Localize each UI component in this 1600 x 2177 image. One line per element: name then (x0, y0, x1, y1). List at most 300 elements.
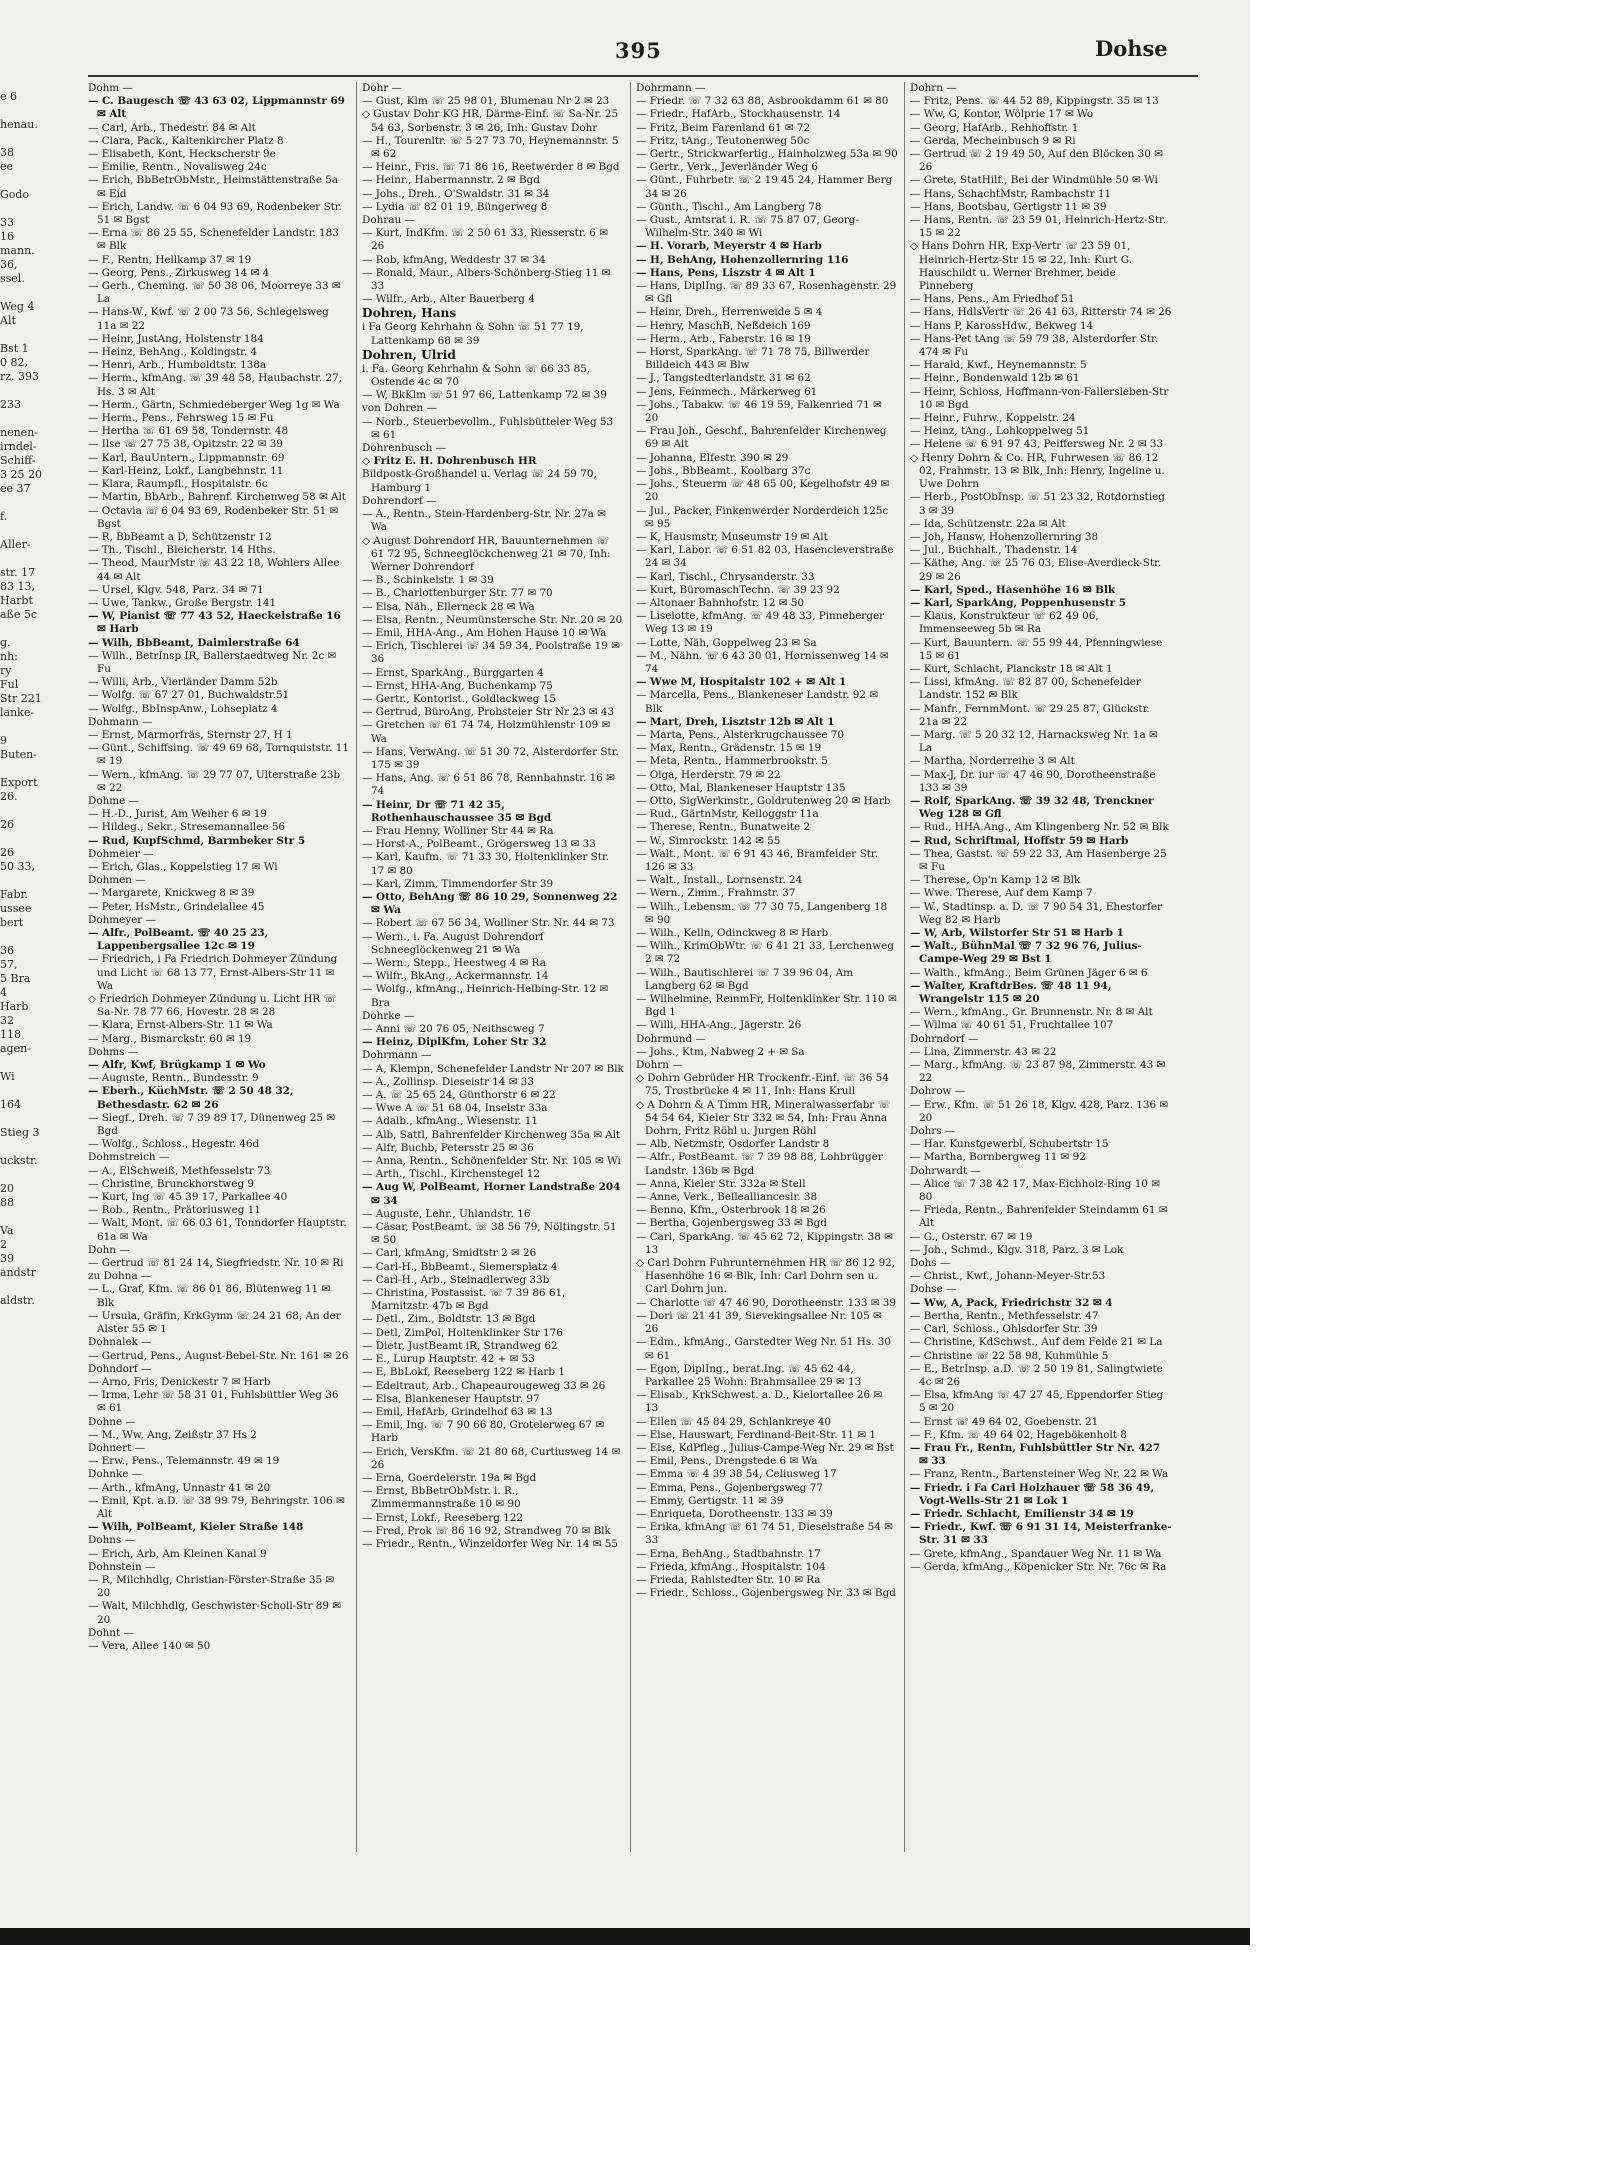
edge-fragment (0, 552, 50, 566)
directory-entry: — Walth., kfmAng., Beim Grünen Jäger 6 ✉ 6 (910, 966, 1148, 979)
directory-entry: — Hans, Pens, Liszstr 4 ✉ Alt 1 (636, 266, 816, 279)
directory-entry: — Lissi, kfmAng. ☏ 82 87 00, Schenefelder Landstr. 152 ✉ Blk (910, 676, 1141, 702)
column-divider (904, 82, 905, 1852)
directory-entry: — H, BehAng, Hohenzollernring 116 (636, 253, 849, 266)
directory-entry: — Günt., Fuhrbetr. ☏ 2 19 45 24, Hammer Berg 34 ✉ 26 (636, 174, 893, 200)
directory-entry: — Heinz, tAng., Lohkoppelweg 51 (910, 425, 1090, 438)
directory-entry: — Christine, Brunckhorstweg 9 (88, 1177, 255, 1190)
directory-entry: — Carl, Arb., Thedestr. 84 ✉ Alt (88, 121, 256, 134)
directory-entry: — Walt., BühnMal ☏ 7 32 96 76, Julius-Campe-Weg 29 ✉ Bst 1 (910, 940, 1142, 966)
directory-entry: — Edeltraut, Arb., Chapeaurougeweg 33 ✉ 26 (362, 1379, 606, 1392)
directory-entry: — Frieda, kfmAng., Hospitalstr. 104 (636, 1560, 826, 1573)
directory-entry: — Friedr., Kwf. ☏ 6 91 31 14, Meisterfranke-Str. 31 ✉ 33 (910, 1521, 1172, 1547)
edge-fragment: Bst 1 (0, 342, 29, 355)
directory-entry: ◇ Friedrich Dohmeyer Zündung u. Licht HR ☏ Sa-Nr. 78 77 66, Hovestr. 28 ✉ 28 (88, 993, 337, 1019)
directory-entry: — Georg, Pens., Zirkusweg 14 ✉ 4 (88, 266, 270, 279)
directory-entry: — Erich, VersKfm. ☏ 21 80 68, Curtiusweg 14 ✉ 26 (362, 1445, 621, 1471)
directory-entry: Dohnalek — (88, 1336, 152, 1349)
directory-entry: — Grete, kfmAng., Spandauer Weg Nr. 11 ✉ Wa (910, 1547, 1162, 1560)
directory-entry: — Gertrud, BüroAng, Probsteier Str Nr 23 ✉ 43 (362, 706, 615, 719)
directory-entry: Dohn — (88, 1243, 130, 1256)
directory-entry: — Alfr., PolBeamt. ☏ 40 25 23, Lappenbergsallee 12c ✉ 19 (88, 927, 269, 953)
edge-fragment (0, 1280, 50, 1294)
directory-entry: — E, BbLokf, Reeseberg 122 ✉ Harb 1 (362, 1366, 565, 1379)
directory-entry: — Wilh., Bautischlerei ☏ 7 39 96 04, Am Langberg 62 ✉ Bgd (636, 966, 853, 992)
directory-entry: — Kurt, Ing ☏ 45 39 17, Parkallee 40 (88, 1191, 288, 1204)
edge-fragment (0, 412, 50, 426)
directory-entry: — K, Hausmstr, Museumstr 19 ✉ Alt (636, 530, 828, 543)
directory-entry: — Hildeg., Sekr., Stresemannallee 56 (88, 821, 286, 834)
directory-entry: Dohr — (362, 82, 402, 94)
directory-entry: — Elsa, kfmAng ☏ 47 27 45, Eppendorfer Stieg 5 ✉ 20 (910, 1389, 1164, 1415)
directory-entry: — Wolfg., kfmAng., Heinrich-Helbing-Str. 12 ✉ Bra (362, 983, 609, 1009)
directory-entry: — Harald, Kwf., Heynemannstr. 5 (910, 359, 1087, 372)
directory-entry: — Carl, Schloss., Ohlsdorfer Str. 39 (910, 1323, 1098, 1336)
directory-entry: — Siegf., Dreh. ☏ 7 39 89 17, Dünenweg 25 ✉ Bgd (88, 1111, 335, 1138)
directory-entry: — Vera, Allee 140 ✉ 50 (88, 1639, 211, 1652)
edge-fragment: bert (0, 916, 24, 929)
directory-entry: — Gertr., Verk., Jeverländer Weg 6 (636, 161, 819, 174)
directory-entry: — Wilhelmine, ReinmFr, Holtenklinker Str. 110 ✉ Bgd 1 (636, 993, 897, 1019)
directory-entry: — Bertha, Gojenbergsweg 33 ✉ Bgd (636, 1217, 827, 1230)
directory-entry: — Wern., Stepp., Heestweg 4 ✉ Ra (362, 957, 546, 969)
edge-fragment: ry (0, 664, 12, 677)
previous-page-edge (0, 90, 50, 1780)
directory-entry: — Altonaer Bahnhofstr. 12 ✉ 50 (636, 596, 804, 609)
directory-entry: — M., Ww, Ang, Zeißstr 37 Hs 2 (88, 1428, 257, 1441)
edge-fragment: Stieg 3 (0, 1126, 40, 1139)
directory-entry: — Detl., Zim., Boldtstr. 13 ✉ Bgd (362, 1313, 536, 1326)
edge-fragment (0, 132, 50, 146)
edge-fragment: 57, (0, 958, 18, 971)
directory-entry: — Hans-W., Kwf. ☏ 2 00 73 56, Schlegelsweg 11a ✉ 22 (88, 306, 329, 332)
directory-entry: — Ronald, Maur., Albers-Schönberg-Stieg 11 ✉ 33 (362, 266, 611, 293)
directory-entry: — Frau Joh., Geschf., Bahrenfelder Kirchenweg 69 ✉ Alt (636, 425, 887, 451)
directory-entry: — Johs., BbBeamt., Koolbarg 37c (636, 464, 811, 477)
directory-entry: Dohrendorf — (362, 494, 437, 507)
edge-fragment: ussee (0, 902, 32, 915)
edge-fragment: 4 (0, 986, 7, 999)
directory-entry: — Friedr. i Fa Carl Holzhauer ☏ 58 36 49, Vogt-Wells-Str 21 ✉ Lok 1 (910, 1481, 1155, 1507)
directory-entry: — H.-D., Jurist, Am Weiher 6 ✉ 19 (88, 808, 267, 821)
directory-entry: — Gertrud ☏ 2 19 49 50, Auf den Blöcken 30 ✉ 26 (910, 148, 1163, 174)
directory-entry: — Anne, Verk., Belleallianceslr. 38 (636, 1191, 818, 1204)
directory-entry: — Fritz, tAng., Teutonenweg 50c (636, 134, 810, 147)
directory-entry: — Elsa, Blankeneser Hauptstr. 97 (362, 1392, 540, 1405)
edge-fragment (0, 174, 50, 188)
directory-entry: — Otto, BehAng ☏ 86 10 29, Sonnenweg 22 ✉ Wa (362, 890, 618, 917)
directory-entry: — F., Rentn, Hellkamp 37 ✉ 19 (88, 253, 252, 266)
directory-entry: — Christine, KdSchwst., Auf dem Felde 21 ✉ La (910, 1336, 1163, 1349)
directory-entry: — Otto, SigWerkmstr., Goldrutenweg 20 ✉ Harb (636, 794, 891, 807)
directory-entry: Dohnstein — (88, 1560, 156, 1573)
directory-entry: — Klaus, Konstrukteur ☏ 62 49 06, Immenseeweg 5b ✉ Ra (910, 610, 1099, 636)
edge-fragment (0, 762, 50, 776)
directory-entry: — Ernst, Marmorfräs, Sternstr 27, H 1 (88, 728, 293, 741)
directory-entry: — Aug W, PolBeamt, Horner Landstraße 204 ✉ 34 (362, 1181, 621, 1207)
edge-fragment: irndel- (0, 440, 37, 453)
directory-entry: Dohnke — (88, 1468, 143, 1481)
directory-entry: — Ursel, Klgv. 548, Parz. 34 ✉ 71 (88, 583, 264, 596)
directory-entry: — Erika, kfmAng ☏ 61 74 51, Dieselstraße 54 ✉ 33 (636, 1521, 893, 1547)
directory-entry: — F., Kfm. ☏ 49 64 02, Hagebökenholt 8 (910, 1428, 1127, 1441)
directory-entry: — Arth., kfmAng, Unnastr 41 ✉ 20 (88, 1481, 271, 1494)
directory-entry: — Willi, HHA-Ang., Jägerstr. 26 (636, 1019, 802, 1032)
directory-entry: — Max, Rentn., Grädenstr. 15 ✉ 19 (636, 742, 822, 755)
directory-entry: — Gertrud ☏ 81 24 14, Siegfriedstr. Nr. 10 ✉ Ri (88, 1257, 344, 1270)
directory-entry: — Otto, Mal, Blankeneser Hauptstr 135 (636, 781, 846, 794)
edge-fragment: Aller- (0, 538, 31, 551)
directory-entry: — Olga, Herderstr. 79 ✉ 22 (636, 768, 781, 781)
edge-fragment: 26 (0, 818, 14, 831)
directory-entry: — Karl-Heinz, Lokf., Langbehnstr. 11 (88, 464, 284, 477)
directory-entry: — Ilse ☏ 27 75 38, Opitzstr. 22 ✉ 39 (88, 438, 283, 451)
directory-entry: — Alfr, Kwf, Brügkamp 1 ✉ Wo (88, 1059, 266, 1072)
directory-entry: — Else, Hauswart, Ferdinand-Beit-Str. 11 ✉ 1 (636, 1428, 876, 1441)
column-3 (636, 82, 898, 1922)
directory-entry: — Marta, Pens., Alsterkrugchaussee 70 (636, 728, 845, 741)
directory-entry: — H., Tourenltr. ☏ 5 27 73 70, Heynemannstr. 5 ✉ 62 (362, 134, 619, 161)
directory-entry: — Emil, HafArb, Grindelhof 63 ✉ 13 (362, 1405, 553, 1418)
directory-entry: — Alice ☏ 7 38 42 17, Max-Eichholz-Ring 10 ✉ 80 (910, 1177, 1160, 1204)
directory-entry: Dohndorf — (88, 1362, 152, 1375)
directory-entry: — Edm., kfmAng., Garstedter Weg Nr. 51 Hs. 30 ✉ 61 (636, 1336, 892, 1362)
directory-entry: — Wilfr., Arb., Alter Bauerberg 4 (362, 293, 535, 306)
directory-entry: — Wilh., BetrInsp IR, Ballerstaedtweg Nr. 2c ✉ Fu (88, 649, 337, 675)
edge-fragment: lanke- (0, 706, 35, 719)
directory-entry: — Elsa, Näh., Ellerneck 28 ✉ Wa (362, 600, 535, 613)
directory-entry: Dohmen — (88, 874, 146, 887)
directory-entry: — Christine ☏ 22 58 98, Kuhmühle 5 (910, 1349, 1109, 1362)
directory-entry: — Hans, SchachtMstr, Rambachstr 11 (910, 187, 1112, 200)
directory-entry: — C. Baugesch ☏ 43 63 02, Lippmannstr 69 ✉ Alt (88, 95, 345, 121)
directory-entry: — J., Tangstedterlandstr. 31 ✉ 62 (636, 372, 811, 385)
directory-entry: — Frau Henny, Wolliner Str 44 ✉ Ra (362, 824, 554, 837)
directory-entry: — Kurt, Bauuntern. ☏ 55 99 44, Pfenningwiese 15 ✉ 61 (910, 636, 1163, 662)
edge-fragment: g. (0, 636, 11, 649)
directory-entry: Bildpostk-Großhandel u. Verlag ☏ 24 59 70, Hamburg 1 (362, 468, 597, 494)
directory-entry: — Marcella, Pens., Blankeneser Landstr. 92 ✉ Blk (636, 689, 879, 715)
directory-entry: — Lotte, Näh, Goppelweg 23 ✉ Sa (636, 636, 817, 649)
edge-fragment: 33 (0, 216, 14, 229)
header-rule (88, 75, 1198, 77)
directory-entry: — Wilh, BbBeamt, Daimlerstraße 64 (88, 636, 300, 649)
directory-entry: i. Fa. Georg Kehrhahn & Sohn ☏ 66 33 85, Ostende 4c ✉ 70 (362, 362, 591, 389)
directory-entry: — W., Stadtinsp. a. D. ☏ 7 90 54 31, Ehestorfer Weg 82 ✉ Harb (910, 900, 1162, 926)
directory-entry: — Herm., Gärtn, Schmiedeberger Weg 1g ✉ Wa (88, 398, 340, 411)
edge-fragment: uckstr. (0, 1154, 38, 1167)
directory-entry: — Walt, Mont. ☏ 66 03 61, Tonndorfer Hauptstr. 61a ✉ Wa (88, 1217, 347, 1243)
edge-fragment: str. 17 (0, 566, 36, 579)
directory-entry: — Egon, DiplIng., berat.Ing. ☏ 45 62 44, Parkallee 25 Wohn: Brahmsallee 29 ✉ 13 (636, 1362, 862, 1388)
edge-fragment: 164 (0, 1098, 21, 1111)
directory-entry: — Octavia ☏ 6 04 93 69, Rodenbeker Str. 51 ✉ Bgst (88, 504, 339, 530)
edge-fragment: aldstr. (0, 1294, 35, 1307)
directory-entry: — Ernst ☏ 49 64 02, Goebenstr. 21 (910, 1415, 1099, 1428)
directory-entry: — Alfr., PostBeamt. ☏ 7 39 98 88, Lohbrügger Landstr. 136b ✉ Bgd (636, 1151, 883, 1177)
directory-entry: — Ellen ☏ 45 84 29, Schlankreye 40 (636, 1415, 832, 1428)
directory-entry: — Fritz, Beim Farenland 61 ✉ 72 (636, 121, 811, 134)
edge-fragment (0, 832, 50, 846)
directory-entry: — Gertr., Kontorist., Goldlackweg 15 (362, 692, 556, 705)
directory-entry: — Heinr, Dreh., Herrenweide 5 ✉ 4 (636, 306, 823, 319)
directory-entry: — Emil, Pens., Drengstede 6 ✉ Wa (636, 1455, 818, 1468)
directory-entry: Dohmann — (88, 715, 153, 728)
directory-entry: Dohns — (88, 1534, 135, 1547)
column-divider (356, 82, 357, 1852)
directory-entry: — Gerda, Mecheinbusch 9 ✉ Ri (910, 134, 1076, 147)
edge-fragment: 9 (0, 734, 7, 747)
directory-entry: — Rob, kfmAng, Weddestr 37 ✉ 34 (362, 253, 546, 266)
directory-entry: — Eberh., KüchMstr. ☏ 2 50 48 32, Bethesdastr. 62 ✉ 26 (88, 1085, 294, 1111)
directory-entry: — Kurt, Schlacht, Planckstr 18 ✉ Alt 1 (910, 662, 1113, 675)
edge-fragment: ee (0, 160, 14, 173)
directory-entry: — Else, KdPfleg., Julius-Campe-Weg Nr. 29 ✉ Bst (636, 1441, 894, 1454)
edge-fragment: 0 82, (0, 356, 28, 369)
directory-entry: — Walt, Milchhdlg, Geschwister-Scholl-Str 89 ✉ 20 (88, 1600, 341, 1626)
directory-entry: — Walt., Install., Lornsenstr. 24 (636, 874, 803, 887)
edge-fragment: rz. 393 (0, 370, 40, 383)
directory-entry: — Klara, Ernst-Albers-Str. 11 ✉ Wa (88, 1019, 273, 1032)
directory-entry: — Fritz, Pens. ☏ 44 52 89, Kippingstr. 35 ✉ 13 (910, 95, 1159, 108)
edge-fragment: 38 (0, 146, 14, 159)
directory-entry: — Wilh., Lebensm. ☏ 77 30 75, Langenberg 18 ✉ 90 (636, 900, 888, 926)
directory-entry: — R, BbBeamt a D, Schützenstr 12 (88, 530, 272, 543)
edge-fragment: Fabr. (0, 888, 29, 901)
directory-entry: — A., ElSchweiß, Methfesselstr 73 (88, 1164, 271, 1177)
directory-entry: — Erich, Landw. ☏ 6 04 93 69, Rodenbeker Str. 51 ✉ Bgst (88, 200, 342, 227)
directory-entry: — Erna, BehAng., Stadtbahnstr. 17 (636, 1547, 821, 1560)
directory-entry: — Anni ☏ 20 76 05, Neithscweg 7 (362, 1023, 545, 1036)
directory-entry: — Friedr., Schloss., Gojenbergsweg Nr. 33 ✉ Bgd (636, 1587, 896, 1600)
directory-entry: — Rud, KupfSchmd, Barmbeker Str 5 (88, 834, 306, 847)
directory-entry: von Dohren — (362, 402, 437, 415)
directory-entry: — Marg., Bismarckstr. 60 ✉ 19 (88, 1032, 252, 1045)
directory-entry: Dohne — (88, 1415, 136, 1428)
directory-entry: — Johanna, Elfestr. 390 ✉ 29 (636, 451, 789, 464)
directory-entry: — Henri, Arb., Humboldtstr. 138a (88, 359, 267, 372)
directory-entry: ◇ Henry Dohrn & Co. HR, Fuhrwesen ☏ 86 12 02, Frahmstr. 13 ✉ Blk, Inh: Henry, Ingeline u. Uwe Dohrn (910, 451, 1165, 491)
directory-entry: — Heinr., Bondenwald 12b ✉ 61 (910, 372, 1080, 385)
edge-fragment: Harbt (0, 594, 33, 607)
directory-entry: Dohrke — (362, 1009, 415, 1022)
directory-entry: — Anna, Rentn., Schönenfelder Str. Nr. 105 ✉ Wi (362, 1155, 621, 1168)
directory-entry: — Carl-H., BbBeamt., Siemersplatz 4 (362, 1260, 558, 1273)
edge-fragment (0, 930, 50, 944)
directory-entry: — Johs., Dreh., O'Swaldstr. 31 ✉ 34 (362, 187, 550, 200)
edge-fragment: aße 5c (0, 608, 38, 621)
directory-entry: — Ww, A, Pack, Friedrichstr 32 ✉ 4 (910, 1296, 1113, 1309)
directory-entry: — Therese, Rentn., Bunatweite 2 (636, 821, 811, 834)
edge-fragment: Weg 4 (0, 300, 35, 313)
edge-fragment: Buten- (0, 748, 37, 761)
directory-entry: — H. Vorarb, Meyerstr 4 ✉ Harb (636, 240, 822, 253)
directory-entry: — Clara, Pack., Kaltenkircher Platz 8 (88, 134, 284, 147)
edge-fragment: Wi (0, 1070, 15, 1083)
edge-fragment: agen- (0, 1042, 31, 1055)
directory-entry: — Heinr, JustAng, Holstenstr 184 (88, 332, 264, 345)
directory-entry: Dohrmund — (636, 1032, 706, 1045)
directory-entry: — W, Pianist ☏ 77 43 52, Haeckelstraße 16 ✉ Harb (88, 610, 341, 636)
directory-entry: — Alfr, Buchb, Petersstr 25 ✉ 36 (362, 1141, 534, 1154)
column-4 (910, 82, 1172, 1922)
directory-entry: — Erw., Pens., Telemannstr. 49 ✉ 19 (88, 1455, 280, 1468)
edge-fragment: ssel. (0, 272, 25, 285)
directory-entry: — Uwe, Tankw., Große Bergstr. 141 (88, 596, 277, 609)
edge-fragment (0, 104, 50, 118)
edge-fragment: 3 25 20 (0, 468, 42, 481)
column-2 (362, 82, 624, 1922)
edge-fragment (0, 804, 50, 818)
column-1 (88, 82, 350, 1922)
directory-entry: — Joh, Hausw, Hohenzollernring 38 (910, 530, 1099, 543)
directory-entry: — Emma, Pens., Gojenbergsweg 77 (636, 1481, 823, 1494)
directory-entry: — Arno, Fris, Denickestr 7 ✉ Harb (88, 1375, 271, 1388)
directory-entry: — Karl, Labor. ☏ 6 51 82 03, Hasencleverstraße 24 ✉ 34 (636, 544, 894, 570)
directory-entry: — Herm., Arb., Faberstr. 16 ✉ 19 (636, 332, 811, 345)
directory-entry: — Erich, Tischlerei ☏ 34 59 34, Poolstraße 19 ✉ 36 (362, 640, 620, 666)
directory-entry: — Mart, Dreh, Lisztstr 12b ✉ Alt 1 (636, 715, 835, 728)
edge-fragment (0, 524, 50, 538)
directory-entry: — Ernst, BbBetrObMstr. i. R., Zimmermannstraße 10 ✉ 90 (362, 1485, 521, 1511)
directory-entry: — Gust., Amtsrat i. R. ☏ 75 87 07, Georg-Wilhelm-Str. 340 ✉ Wi (636, 214, 859, 240)
directory-entry: — Karl, SparkAng, Poppenhusenstr 5 (910, 596, 1126, 609)
directory-entry: — L., Graf, Kfm. ☏ 86 01 86, Blütenweg 11 ✉ Blk (88, 1283, 331, 1309)
directory-entry: — A., Rentn., Stein-Hardenberg-Str. Nr. 27a ✉ Wa (362, 508, 606, 534)
directory-entry: — Christ., Kwf., Johann-Meyer-Str.53 (910, 1270, 1106, 1283)
directory-entry: — Emil, HHA-Ang., Am Hohen Hause 10 ✉ Wa (362, 626, 607, 639)
directory-entry: Dohrndorf — (910, 1032, 979, 1045)
edge-fragment: Alt (0, 314, 16, 327)
directory-entry: — Emma ☏ 4 39 38 54, Celiusweg 17 (636, 1468, 837, 1481)
directory-entry: Dohrn — (910, 82, 957, 94)
edge-fragment: andstr (0, 1266, 37, 1279)
edge-fragment (0, 1112, 50, 1126)
directory-entry: — Hertha ☏ 61 69 58, Tondernstr. 48 (88, 425, 289, 438)
edge-fragment: Str 221 (0, 692, 42, 705)
directory-entry: — Heinz, DiplKfm, Loher Str 32 (362, 1036, 547, 1049)
directory-entry: — Wern., kfmAng., Gr. Brunnenstr. Nr. 8 ✉ Alt (910, 1006, 1153, 1019)
directory-entry: — Hans, VerwAng. ☏ 51 30 72, Alsterdorfer Str. 175 ✉ 39 (362, 745, 619, 771)
directory-entry: — Hans, Ang. ☏ 6 51 86 78, Rennbahnstr. 16 ✉ 74 (362, 772, 615, 798)
directory-entry: — Wilma ☏ 40 61 51, Fruchtallee 107 (910, 1019, 1114, 1032)
directory-entry: — Wern., Zimm., Frahmstr. 37 (636, 887, 796, 900)
directory-entry: — Alb, Netzmstr, Osdorfer Landstr 8 (636, 1138, 830, 1151)
directory-entry: — Friedr. Schlacht, Emilienstr 34 ✉ 19 (910, 1507, 1134, 1520)
edge-fragment: 5 Bra (0, 972, 31, 985)
directory-entry: — Jul., Packer, Finkenwerder Norderdeich 125c ✉ 95 (636, 504, 889, 530)
edge-fragment (0, 496, 50, 510)
directory-entry: — Wern., kfmAng. ☏ 29 77 07, Ulterstraße 23b ✉ 22 (88, 768, 341, 794)
edge-fragment: 233 (0, 398, 21, 411)
directory-entry: — B., Charlottenburger Str. 77 ✉ 70 (362, 587, 553, 600)
directory-entry: Dohrmann — (636, 82, 706, 94)
directory-entry: — R, Milchhdlg, Christian-Förster-Straße 35 ✉ 20 (88, 1573, 335, 1600)
edge-fragment: e 6 (0, 90, 18, 103)
edge-fragment (0, 1056, 50, 1070)
edge-fragment: 2 (0, 1238, 7, 1251)
directory-entry: — Rolf, SparkAng. ☏ 39 32 48, Trenckner Weg 128 ✉ Gfl (910, 794, 1154, 821)
directory-entry: — Fred, Prok ☏ 86 16 92, Strandweg 70 ✉ Blk (362, 1524, 611, 1537)
directory-entry: — Erich, Arb, Am Kleinen Kanal 9 (88, 1547, 267, 1560)
directory-entry: — Dori ☏ 21 41 39, Sievekingsallee Nr. 105 ✉ 26 (636, 1309, 882, 1336)
edge-fragment: ee 37 (0, 482, 31, 495)
directory-entry: Dohme — (88, 794, 139, 807)
edge-fragment: f. (0, 510, 8, 523)
directory-entry: — Carl-H., Arb., Steinadlerweg 33b (362, 1273, 550, 1286)
directory-entry: — Cäsar, PostBeamt. ☏ 38 56 79, Nöltingstr. 51 ✉ 50 (362, 1221, 617, 1247)
directory-entry: — Christina, Postassist. ☏ 7 39 86 61, Marnitzstr. 47b ✉ Bgd (362, 1287, 566, 1313)
edge-fragment (0, 328, 50, 342)
edge-fragment (0, 874, 50, 888)
edge-fragment: Ful (0, 678, 19, 691)
directory-entry: — Lina, Zimmerstr. 43 ✉ 22 (910, 1045, 1057, 1058)
directory-entry: — Johs., Tabakw. ☏ 46 19 59, Falkenried 71 ✉ 20 (636, 398, 882, 425)
directory-entry: — Carl, kfmAng, Smidtstr 2 ✉ 26 (362, 1247, 537, 1260)
directory-entry: — Heinz, BehAng., Koldingstr. 4 (88, 346, 258, 359)
directory-entry: — Lydia ☏ 82 01 19, Büngerweg 8 (362, 200, 548, 213)
directory-entry: — Johs., Ktm, Nabweg 2 + ✉ Sa (636, 1045, 805, 1058)
directory-entry: — W, BkKlm ☏ 51 97 66, Lattenkamp 72 ✉ 39 (362, 389, 607, 402)
directory-entry: — Ida, Schützenstr. 22a ✉ Alt (910, 517, 1066, 530)
edge-fragment (0, 286, 50, 300)
edge-fragment: Harb (0, 1000, 29, 1013)
directory-entry: — Carl, SparkAng. ☏ 45 62 72, Kippingstr. 38 ✉ 13 (636, 1230, 893, 1256)
directory-entry: — Anna, Kieler Str. 332a ✉ Stell (636, 1177, 806, 1190)
directory-entry: — Enriqueta, Dorotheenstr. 133 ✉ 39 (636, 1507, 833, 1520)
directory-entry: — Ursula, Gräfin, KrkGymn ☏ 24 21 68, An der Alster 55 ✉ 1 (88, 1309, 341, 1336)
directory-entry: — Erich, BbBetrObMstr., Heimstättenstraße 5a ✉ Eid (88, 174, 339, 200)
edge-fragment (0, 720, 50, 734)
directory-entry: — E., Lurup Hauptstr. 42 + ✉ 53 (362, 1353, 535, 1366)
directory-entry: — Karl, Sped., Hasenhöhe 16 ✉ Blk (910, 583, 1116, 596)
directory-entry: Dohm — (88, 82, 133, 94)
directory-entry: — Wolfg., Schloss., Hegestr. 46d (88, 1138, 260, 1151)
directory-entry: — Horst, SparkAng. ☏ 71 78 75, Billwerder Billdeich 443 ✉ Blw (636, 346, 870, 372)
directory-entry: — Marg. ☏ 5 20 32 12, Harnacksweg Nr. 1a ✉ La (910, 728, 1158, 755)
directory-entry: — Erich, Glas., Koppelstieg 17 ✉ Wi (88, 860, 278, 873)
directory-entry: — Klara, Raumpfl., Hospitalstr. 6c (88, 478, 268, 491)
directory-entry: Dohms — (88, 1045, 139, 1058)
directory-entry: — Emil, Kpt. a.D. ☏ 38 99 79, Behringstr. 106 ✉ Alt (88, 1494, 345, 1520)
directory-entry: i Fa Georg Kehrhahn & Sohn ☏ 51 77 19, Lattenkamp 68 ✉ 39 (362, 321, 584, 347)
directory-entry: — Elisab., KrkSchwest. a. D., Kielortallee 26 ✉ 13 (636, 1389, 883, 1415)
directory-entry: — W, Arb, Wilstorfer Str 51 ✉ Harb 1 (910, 927, 1124, 939)
directory-entry: — Emmy, Gertigstr. 11 ✉ 39 (636, 1494, 784, 1507)
directory-entry: ◇ Fritz E. H. Dohrenbusch HR (362, 455, 537, 468)
directory-entry: — Gust, Klm ☏ 25 98 01, Blumenau Nr 2 ✉ 23 (362, 95, 610, 108)
edge-fragment: 36 (0, 944, 14, 957)
directory-entry: — Georg, HafArb., Rehhoffstr. 1 (910, 121, 1079, 134)
directory-entry: — E., BetrInsp. a.D. ☏ 2 50 19 81, Salingtwiete 4c ✉ 26 (910, 1362, 1163, 1388)
directory-entry: — Friedr., Rentn., Winzeldorfer Weg Nr. 14 ✉ 55 (362, 1537, 618, 1550)
page-number: 395 (615, 38, 662, 63)
directory-entry: Dohnert — (88, 1441, 145, 1454)
directory-entry: — Franz, Rentn., Bartensteiner Weg Nr. 22 ✉ Wa (910, 1468, 1169, 1481)
edge-fragment: 50 33, (0, 860, 35, 873)
directory-entry: — Herm., Pens., Fehrsweg 15 ✉ Fu (88, 412, 274, 425)
edge-fragment: Schiff- (0, 454, 36, 467)
edge-fragment: 118 (0, 1028, 21, 1041)
directory-entry: — Benno, Kfm., Osterbrook 18 ✉ 26 (636, 1204, 826, 1217)
directory-entry: — Gerh., Cheming. ☏ 50 38 06, Moorreye 33 ✉ La (88, 280, 341, 306)
directory-entry: — Frau Fr., Rentn, Fuhlsbüttler Str Nr. 427 ✉ 33 (910, 1441, 1161, 1468)
directory-entry: — Hans, Bootsbau, Gertigstr 11 ✉ 39 (910, 200, 1107, 213)
directory-entry: — A. ☏ 25 65 24, Günthorstr 6 ✉ 22 (362, 1089, 556, 1102)
directory-entry: — Auguste, Lehr., Uhlandstr. 16 (362, 1207, 531, 1220)
directory-entry: — Emil, Ing. ☏ 7 90 66 80, Grotelerweg 67 ✉ Harb (362, 1419, 605, 1445)
directory-entry: ◇ A Dohrn & A Timm HR, Mineralwasserfabr ☏ 54 54 64, Kieler Str 332 ✉ 54, Inh: Frau Anna Dohrn, Fritz Röhl u. Jurgen Röhl (636, 1098, 891, 1138)
